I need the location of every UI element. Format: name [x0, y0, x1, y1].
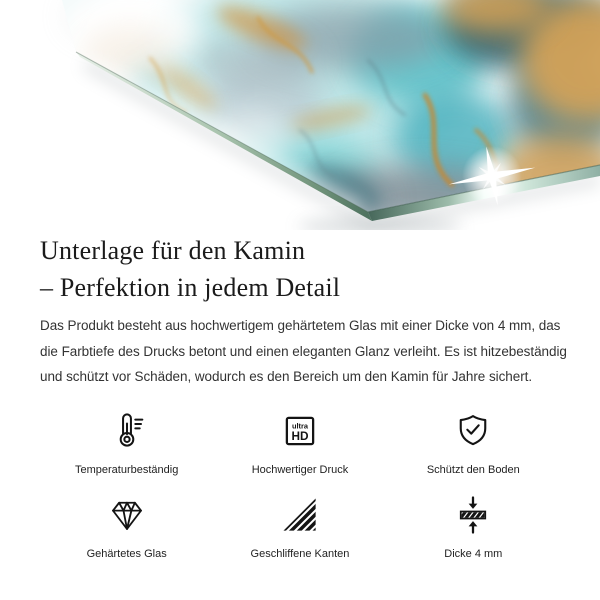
- polished-edges-icon: [279, 494, 321, 536]
- product-image[interactable]: [0, 0, 600, 230]
- diamond-icon: [106, 494, 148, 536]
- page-title: [40, 232, 560, 306]
- title-line-2: – Perfektion in jedem Detail: [40, 273, 341, 302]
- feature-label: Schützt den Boden: [426, 463, 520, 476]
- ultra-hd-icon-text-top: ultra: [291, 420, 309, 430]
- thickness-icon: [452, 494, 494, 536]
- feature-label: Dicke 4 mm: [444, 547, 503, 560]
- feature-protects-floor: [387, 410, 560, 476]
- feature-label: Hochwertiger Druck: [251, 463, 349, 476]
- title-line-1: Unterlage für den Kamin: [40, 236, 306, 265]
- features-grid: [40, 410, 560, 560]
- product-info-section: [0, 232, 600, 560]
- product-description: Das Produkt besteht aus hochwertigem gehärtetem Glas mit einer Dicke von 4 mm, das die Farbtiefe des Drucks betont und einen eleganten Glanz verleiht. Es ist hitzebeständig und schützt vor Schäden, wodurch es den Bereich um den Kamin für Jahre sichert.: [40, 318, 567, 384]
- feature-temperature-resistant: [40, 410, 213, 476]
- thermometer-icon: [106, 410, 148, 452]
- shield-check-icon: [452, 410, 494, 452]
- feature-label: Gehärtetes Glas: [86, 547, 167, 560]
- ultra-hd-icon-text-bottom: HD: [291, 428, 309, 443]
- feature-label: Temperaturbeständig: [74, 463, 179, 476]
- feature-polished-edges: [213, 494, 386, 560]
- feature-high-quality-print: [213, 410, 386, 476]
- feature-label: Geschliffene Kanten: [250, 547, 350, 560]
- ultra-hd-icon: [279, 410, 321, 452]
- feature-thickness: [387, 494, 560, 560]
- feature-tempered-glass: [40, 494, 213, 560]
